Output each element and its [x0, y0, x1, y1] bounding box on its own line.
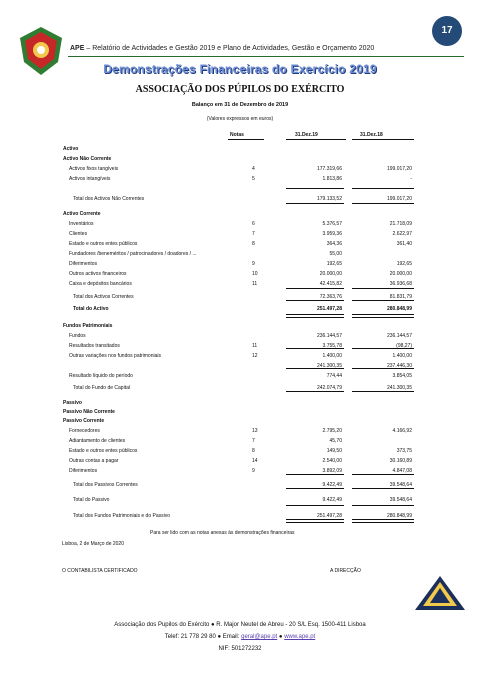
total-rule: [352, 505, 414, 506]
row-note: 5: [252, 176, 255, 182]
value-2018: 3.854,05: [392, 373, 412, 379]
report-header: APE – Relatório de Actividades e Gestão 2019 e Plano de Actividades, Gestão e Orçamento 2020: [70, 45, 375, 52]
value-2018: 39.548,64: [389, 497, 412, 503]
value-2019: 72.363,76: [319, 294, 342, 300]
value-2019: 55,00: [329, 251, 342, 257]
row-label: Fundadores /beneméritos / patrocinadores / doadores / ...: [69, 251, 197, 257]
footer-contacts: Telef: 21 778 29 80 ● Email: geral@ape.pt ● www.ape.pt: [164, 634, 316, 640]
footer-address: Associação dos Pupilos do Exército ● R. Major Neutel de Abreu - 20 S/L Esq. 1500-411 Lisboa: [114, 622, 366, 628]
value-2018: 236.144,57: [386, 333, 412, 339]
date-line: Lisboa, 2 de Março de 2020: [62, 541, 124, 547]
signature-board: A DIRECÇÃO: [330, 568, 361, 574]
row-label: Fundos: [69, 333, 86, 339]
value-2019: 3.755,78: [322, 343, 342, 349]
column-2019: 31.Dez.19: [295, 132, 318, 138]
value-2018: 199.017,20: [386, 196, 412, 202]
total-rule: [352, 488, 414, 489]
value-2019: 5.376,57: [322, 221, 342, 227]
row-label: Total do Fundo de Capital: [73, 385, 130, 391]
row-label: Activos fixos tangíveis: [69, 166, 119, 172]
total-rule: [286, 348, 344, 349]
row-label: Outros activos financeiros: [69, 271, 127, 277]
row-label: Activo: [63, 146, 79, 152]
value-2018: -: [410, 176, 412, 182]
value-2018: 20.000,00: [389, 271, 412, 277]
row-label: Passivo Não Corrente: [63, 409, 115, 415]
balance-subtitle: Balanço em 31 de Dezembro de 2019: [191, 102, 289, 108]
value-2019: 9.422,49: [322, 482, 342, 488]
value-2019: 2.795,20: [322, 428, 342, 434]
row-label: Activos intangíveis: [69, 176, 111, 182]
double-total-rule: [286, 314, 344, 318]
value-2018: (98,27): [396, 343, 412, 349]
value-2018: 21.718,09: [389, 221, 412, 227]
page-number: 17: [432, 16, 462, 46]
footer-email-link[interactable]: geral@ape.pt: [241, 634, 278, 640]
value-2019: 42.415,82: [319, 281, 342, 287]
footer-website-link[interactable]: www.ape.pt: [284, 634, 316, 640]
value-2018: 4.847,08: [392, 468, 412, 474]
total-rule: [286, 288, 344, 289]
row-note: 9: [252, 468, 255, 474]
value-2019: 192,65: [326, 261, 342, 267]
value-2019: 1.813,86: [322, 176, 342, 182]
row-label: Activo Corrente: [63, 211, 101, 217]
value-2018: 373,75: [396, 448, 412, 454]
header-rule-notes: [228, 139, 264, 140]
total-rule: [352, 188, 414, 189]
total-rule: [352, 288, 414, 289]
header-rule-2018: [352, 139, 414, 140]
value-2018: 280.848,99: [386, 306, 412, 312]
read-note: Para ser lido com as notas anexas às demonstrações financeiras: [150, 530, 295, 536]
row-note: 12: [252, 353, 258, 359]
value-2019: 241.300,35: [316, 363, 342, 369]
total-rule: [286, 188, 344, 189]
row-note: 7: [252, 438, 255, 444]
row-label: Outras variações nos fundos patrimoniais: [69, 353, 161, 359]
row-label: Total dos Fundos Patrimoniais e do Passivo: [73, 513, 170, 519]
value-2019: 774,44: [326, 373, 342, 379]
row-note: 8: [252, 241, 255, 247]
value-2018: 361,40: [396, 241, 412, 247]
value-2018: 1.400,00: [392, 353, 412, 359]
row-note: 13: [252, 428, 258, 434]
value-2018: 192,65: [396, 261, 412, 267]
total-rule: [286, 368, 344, 369]
total-rule: [352, 203, 414, 204]
header-divider: [68, 56, 464, 57]
header-rule-2019: [286, 139, 346, 140]
row-label: Fundos Patrimoniais: [63, 323, 113, 329]
row-label: Total dos Activos Não Correntes: [73, 196, 145, 202]
total-rule: [286, 505, 344, 506]
value-2018: 2.622,97: [392, 231, 412, 237]
total-rule: [286, 203, 344, 204]
page-title: Demonstrações Financeiras do Exercício 2019: [103, 62, 377, 76]
column-2018: 31.Dez.18: [360, 132, 383, 138]
row-note: 8: [252, 448, 255, 454]
value-2019: 1.400,00: [322, 353, 342, 359]
value-2019: 251.497,28: [316, 513, 342, 519]
total-rule: [352, 391, 414, 392]
value-2018: 36.936,68: [389, 281, 412, 287]
row-label: Adiantamento de clientes: [69, 438, 126, 444]
total-rule: [286, 300, 344, 301]
value-2019: 364,36: [326, 241, 342, 247]
organization-name: ASSOCIAÇÃO DOS PÚPILOS DO EXÉRCITO: [135, 84, 345, 95]
column-notes: Notas: [230, 132, 244, 138]
value-2018: 199.017,20: [386, 166, 412, 172]
value-2019: 20.000,00: [319, 271, 342, 277]
value-2019: 3.892,09: [322, 468, 342, 474]
row-label: Clientes: [69, 231, 88, 237]
signature-accountant: O CONTABILISTA CERTIFICADO: [62, 568, 138, 574]
row-label: Total dos Passivos Correntes: [73, 482, 138, 488]
units-note: (Valores expressos em euros): [206, 116, 274, 122]
row-label: Total do Passivo: [73, 497, 110, 503]
value-2018: 241.300,35: [386, 385, 412, 391]
total-rule: [352, 300, 414, 301]
value-2018: 81.831,79: [389, 294, 412, 300]
value-2018: 280.848,99: [386, 513, 412, 519]
row-note: 4: [252, 166, 255, 172]
row-label: Resultados transitados: [69, 343, 120, 349]
total-rule: [352, 368, 414, 369]
corner-emblem: [415, 576, 465, 610]
row-note: 11: [252, 343, 258, 349]
value-2018: 237.446,30: [386, 363, 412, 369]
row-note: 11: [252, 281, 258, 287]
total-rule: [286, 391, 344, 392]
value-2018: 39.548,64: [389, 482, 412, 488]
row-note: 10: [252, 271, 258, 277]
double-total-rule: [286, 519, 344, 523]
row-label: Passivo: [63, 400, 82, 406]
value-2018: 30.160,89: [389, 458, 412, 464]
footer-nif: NIF: 501272232: [218, 646, 262, 652]
total-rule: [352, 348, 414, 349]
total-rule: [286, 474, 344, 475]
value-2019: 251.497,28: [316, 306, 342, 312]
row-label: Passivo Corrente: [63, 418, 105, 424]
row-label: Resultado líquido do período: [69, 373, 133, 379]
value-2019: 45,70: [329, 438, 342, 444]
row-label: Fornecedores: [69, 428, 100, 434]
double-total-rule: [352, 519, 414, 523]
row-note: 14: [252, 458, 258, 464]
row-label: Total do Activo: [73, 306, 109, 312]
row-label: Estado e outros entes públicos: [69, 448, 138, 454]
row-label: Total dos Activos Correntes: [73, 294, 134, 300]
row-note: 7: [252, 231, 255, 237]
value-2018: 4.166,92: [392, 428, 412, 434]
value-2019: 2.540,00: [322, 458, 342, 464]
value-2019: 236.144,57: [316, 333, 342, 339]
row-label: Activo Não Corrente: [63, 156, 112, 162]
value-2019: 9.422,49: [322, 497, 342, 503]
value-2019: 3.959,36: [322, 231, 342, 237]
total-rule: [286, 488, 344, 489]
value-2019: 149,50: [326, 448, 342, 454]
row-label: Diferimentos: [69, 261, 98, 267]
row-label: Inventários: [69, 221, 94, 227]
row-note: 9: [252, 261, 255, 267]
row-note: 6: [252, 221, 255, 227]
total-rule: [352, 474, 414, 475]
row-label: Outras contas a pagar: [69, 458, 119, 464]
value-2019: 179.133,52: [316, 196, 342, 202]
row-label: Caixa e depósitos bancários: [69, 281, 132, 287]
double-total-rule: [352, 314, 414, 318]
row-label: Estado e outros entes públicos: [69, 241, 138, 247]
row-label: Diferimentos: [69, 468, 98, 474]
value-2019: 242.074,79: [316, 385, 342, 391]
value-2019: 177.319,66: [316, 166, 342, 172]
